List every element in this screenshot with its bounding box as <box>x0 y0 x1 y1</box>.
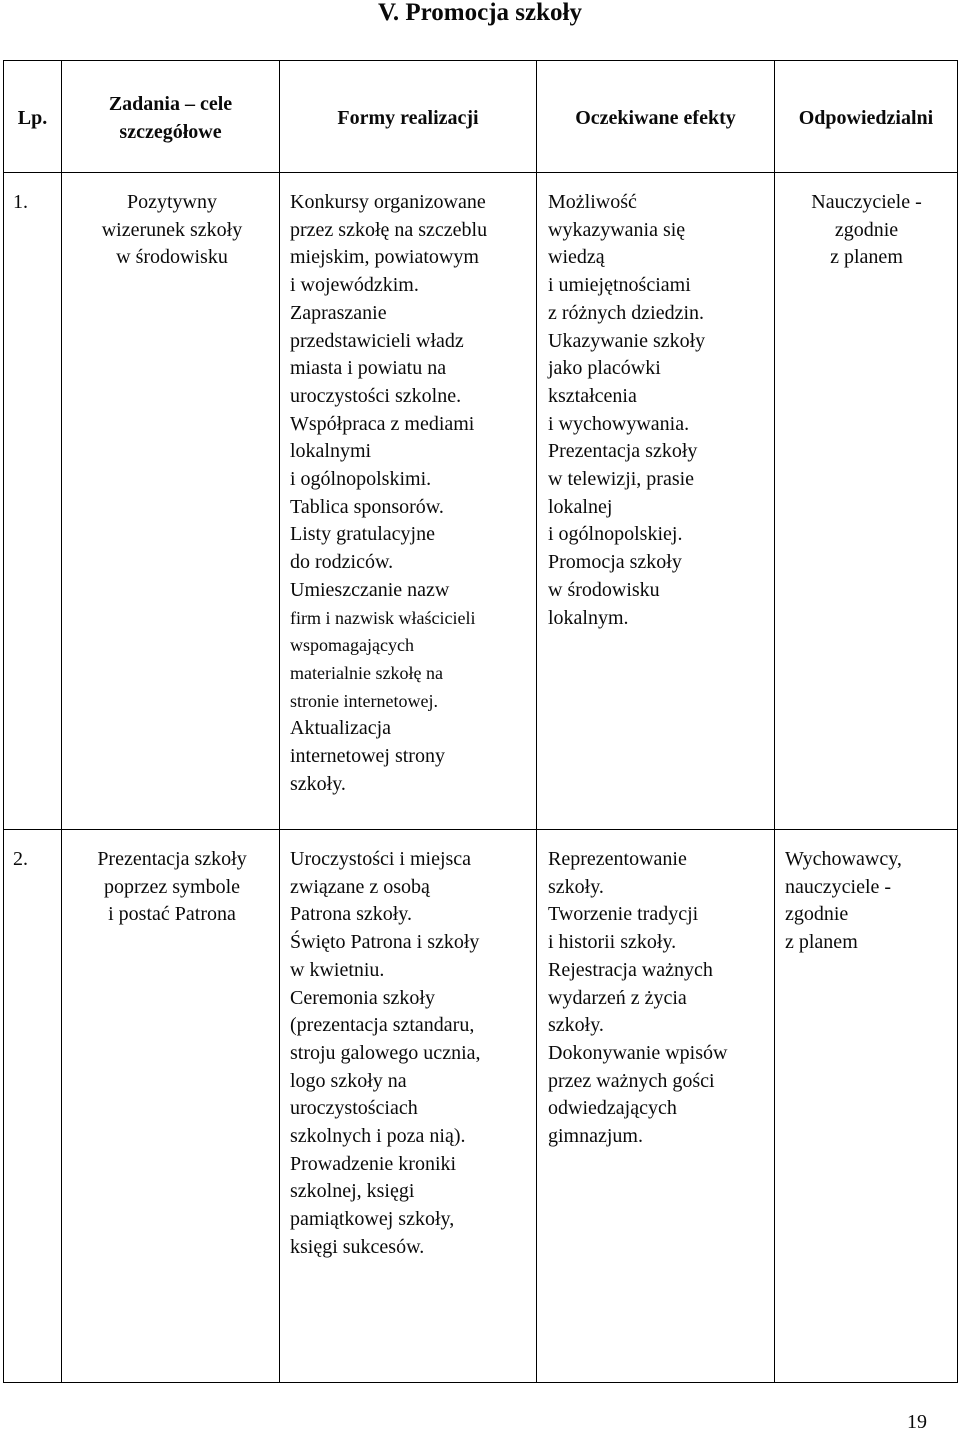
table-row <box>4 173 958 830</box>
text-line: Reprezentowanie <box>548 848 687 870</box>
text-line: stroju galowego ucznia, <box>290 1041 481 1064</box>
text-line: Aktualizacja <box>290 717 392 740</box>
text-line: z planem <box>785 931 858 954</box>
text-line: z różnych dziedzin. <box>548 301 705 324</box>
text-line: wiedzą <box>548 246 605 269</box>
text-line: zgodnie <box>834 218 899 241</box>
cell-lp: 2. <box>4 830 62 1383</box>
text-line: Dokonywanie wpisów <box>548 1041 728 1064</box>
text-line: poprzez symbole <box>103 875 241 898</box>
text-line: i ogólnopolskimi. <box>290 468 432 491</box>
text-line: odwiedzających <box>548 1097 677 1120</box>
text-line: uroczystości szkolne. <box>290 384 462 407</box>
cell-zadania <box>62 173 280 830</box>
text-line: Listy gratulacyjne <box>290 523 435 546</box>
text-line: Wychowawcy, <box>785 848 902 870</box>
text-line: jako placówki <box>548 357 661 380</box>
text-line: internetowej strony <box>290 745 445 768</box>
text-line: Pozytywny <box>127 191 217 213</box>
text-line: wykazywania się <box>548 218 686 241</box>
text-line: Umieszczanie nazw <box>290 578 450 601</box>
text-line: miasta i powiatu na <box>290 357 447 380</box>
page-number: 19 <box>907 1411 927 1433</box>
promotion-table <box>3 60 958 1383</box>
text-line: Nauczyciele - <box>811 191 922 213</box>
header-efekty: Oczekiwane efekty <box>537 61 775 173</box>
text-line: w środowisku <box>548 578 660 601</box>
cell-efekty <box>537 830 775 1383</box>
text-line: Konkursy organizowane <box>290 191 486 213</box>
text-line: przez ważnych gości <box>548 1069 715 1092</box>
text-line: Prezentacja szkoły <box>548 440 698 463</box>
text-line: wydarzeń z życia <box>548 986 687 1009</box>
text-line: szkolnej, księgi <box>290 1180 415 1203</box>
text-line: z planem <box>830 246 903 269</box>
text-line: Prezentacja szkoły <box>97 848 247 870</box>
table-header-row <box>4 61 958 173</box>
text-line: Współpraca z mediami <box>290 412 475 435</box>
text-line: kształcenia <box>548 384 637 407</box>
text-line: logo szkoły na <box>290 1069 407 1092</box>
text-line: lokalnymi <box>290 440 372 463</box>
header-zadania: Zadania – cele szczegółowe <box>62 61 280 173</box>
text-line: Ukazywanie szkoły <box>548 329 706 352</box>
text-line: i wychowywania. <box>548 412 690 435</box>
text-line: w środowisku <box>116 246 228 269</box>
text-line: stronie internetowej. <box>290 690 438 711</box>
text-line: Możliwość <box>548 191 637 213</box>
text-line: Prowadzenie kroniki <box>290 1152 457 1175</box>
text-line: uroczystościach <box>290 1097 418 1120</box>
text-line: przez szkołę na szczeblu <box>290 218 488 241</box>
text-line: gimnazjum. <box>548 1125 643 1148</box>
text-line: i historii szkoły. <box>548 931 677 954</box>
header-odpowiedzialni: Odpowiedzialni <box>775 61 958 173</box>
text-line: i umiejętnościami <box>548 274 691 297</box>
text-line: nauczyciele - <box>785 875 892 898</box>
text-line: lokalnym. <box>548 606 629 629</box>
text-line: (prezentacja sztandaru, <box>290 1014 475 1037</box>
cell-lp: 1. <box>4 173 62 830</box>
text-line: Ceremonia szkoły <box>290 986 435 1009</box>
text-line: Rejestracja ważnych <box>548 958 713 981</box>
text-line: i wojewódzkim. <box>290 274 419 297</box>
text-line: Tablica sponsorów. <box>290 495 444 518</box>
text-line: szkolnych i poza nią). <box>290 1125 466 1148</box>
text-line: Promocja szkoły <box>548 551 682 574</box>
text-line: i postać Patrona <box>108 903 236 926</box>
text-line: księgi sukcesów. <box>290 1235 425 1258</box>
cell-efekty <box>537 173 775 830</box>
text-line: szkoły. <box>548 1014 604 1037</box>
text-line: w telewizji, prasie <box>548 468 695 491</box>
cell-formy <box>280 173 537 830</box>
text-line: i ogólnopolskiej. <box>548 523 683 546</box>
cell-formy <box>280 830 537 1383</box>
text-line: Patrona szkoły. <box>290 903 413 926</box>
text-line: lokalnej <box>548 495 613 518</box>
text-line: w kwietniu. <box>290 958 385 981</box>
header-formy: Formy realizacji <box>280 61 537 173</box>
text-line: Uroczystości i miejsca <box>290 848 472 870</box>
text-line: szkoły. <box>548 875 604 898</box>
text-line: wizerunek szkoły <box>101 218 243 241</box>
text-line: przedstawicieli władz <box>290 329 464 352</box>
text-line: Zapraszanie <box>290 301 387 324</box>
text-line: zgodnie <box>785 903 849 926</box>
text-line: miejskim, powiatowym <box>290 246 479 269</box>
table-row <box>4 830 958 1383</box>
text-line: pamiątkowej szkoły, <box>290 1208 455 1231</box>
text-line: do rodziców. <box>290 551 394 574</box>
cell-odpowiedzialni <box>775 173 958 830</box>
text-line: związane z osobą <box>290 875 430 898</box>
text-line: Święto Patrona i szkoły <box>290 931 480 954</box>
text-line: wspomagających <box>290 635 414 656</box>
cell-zadania <box>62 830 280 1383</box>
header-lp: Lp. <box>4 61 62 173</box>
text-line: materialnie szkołę na <box>290 662 443 683</box>
text-line: szkoły. <box>290 772 346 795</box>
text-line: firm i nazwisk właścicieli <box>290 607 476 628</box>
page-title: V. Promocja szkoły <box>378 0 582 26</box>
cell-odpowiedzialni <box>775 830 958 1383</box>
text-line: Tworzenie tradycji <box>548 903 699 926</box>
